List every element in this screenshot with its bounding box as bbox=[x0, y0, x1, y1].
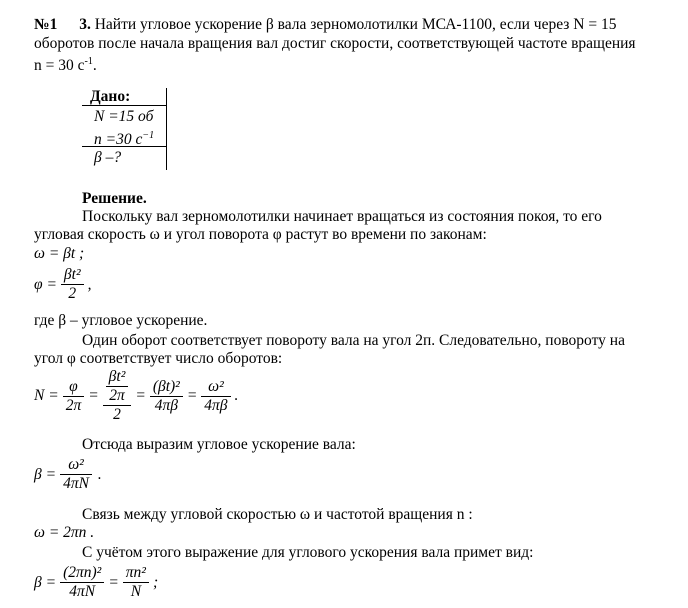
given-find: β –? bbox=[94, 149, 122, 166]
equation-N-f1-denominator: 2π bbox=[65, 396, 82, 414]
equals-sign-final: = bbox=[108, 573, 119, 591]
equation-N-f2-inner-numerator: βt² bbox=[106, 368, 129, 387]
given-item-n-sup: −1 bbox=[142, 130, 155, 141]
paragraph-4: Связь между угловой скоростью ω и частотой вращения n : bbox=[82, 506, 473, 523]
equation-beta-final-f1-denominator: 4πN bbox=[69, 583, 96, 600]
equation-beta-lhs: β = bbox=[34, 465, 57, 483]
task-number: 3. bbox=[79, 16, 91, 33]
equation-beta-final-f1-numerator: (2πn)² bbox=[60, 564, 104, 583]
equation-beta-denominator: 4πN bbox=[63, 475, 89, 492]
equation-N-f3-denominator: 4πβ bbox=[154, 396, 178, 414]
equation-N-fraction-1 bbox=[63, 378, 85, 415]
equals-sign-2: = bbox=[135, 387, 146, 404]
problem-line-1: Найти угловое ускорение β вала зерномолотилки МСА-1100, если через N = 15 bbox=[94, 16, 617, 33]
paragraph-3: Отсюда выразим угловое ускорение вала: bbox=[82, 436, 356, 453]
equation-N-fraction-4 bbox=[201, 378, 230, 415]
problem-line-3-sup: -1 bbox=[84, 56, 93, 67]
equation-N-f2-denominator: 2 bbox=[113, 406, 121, 423]
problem-line-3-text: n = 30 с bbox=[34, 57, 85, 75]
equation-beta-final-f2-denominator: N bbox=[130, 583, 142, 600]
paragraph-2-line-1: Один оборот соответствует повороту вала на угол 2п. Следовательно, повороту на bbox=[82, 332, 625, 349]
equation-omega-n: ω = 2πn . bbox=[34, 524, 95, 541]
equation-phi-lhs: φ = bbox=[34, 275, 57, 293]
paragraph-2-line-2: угол φ соответствует число оборотов: bbox=[34, 350, 283, 367]
paragraph-1-line-2: угловая скорость ω и угол поворота φ растут во времени по законам: bbox=[34, 226, 487, 243]
given-item-N: N =15 об bbox=[94, 108, 154, 125]
where-line: где β – угловое ускорение. bbox=[34, 312, 208, 329]
equation-beta-fraction bbox=[60, 456, 92, 493]
equation-N-fraction-3 bbox=[150, 378, 183, 415]
paragraph-5: С учётом этого выражение для углового ускорения вала примет вид: bbox=[82, 544, 534, 561]
equation-beta-final bbox=[34, 564, 158, 601]
equals-sign-1: = bbox=[88, 387, 99, 404]
equation-beta-numerator: ω² bbox=[60, 456, 92, 475]
equation-N-f1-numerator: φ bbox=[63, 378, 85, 397]
solution-title: Решение. bbox=[82, 190, 147, 207]
given-item-n-text: n =30 с bbox=[94, 131, 143, 149]
equation-phi-denominator: 2 bbox=[68, 285, 77, 302]
given-block bbox=[82, 88, 172, 170]
equation-beta-final-end: ; bbox=[152, 573, 159, 591]
problem-line-3 bbox=[34, 53, 97, 75]
equation-phi bbox=[34, 266, 91, 303]
equation-N-f2-numerator bbox=[103, 368, 132, 406]
given-vertical-line bbox=[166, 88, 167, 170]
given-item-n bbox=[94, 127, 154, 149]
problem-line-2: оборотов после начала вращения вал достиг скорости, соответствующей частоте вращения bbox=[34, 35, 636, 52]
equation-N-f4-numerator: ω² bbox=[201, 378, 230, 397]
equation-beta-final-fraction-1 bbox=[60, 564, 104, 601]
equation-N-fraction-2 bbox=[103, 368, 132, 424]
problem-number: №1 bbox=[34, 16, 58, 33]
equation-phi-numerator: βt² bbox=[61, 266, 84, 285]
equation-beta-final-fraction-2 bbox=[123, 564, 149, 601]
equation-N-f3-numerator: (βt)² bbox=[150, 378, 183, 397]
problem-header bbox=[34, 16, 616, 34]
equals-sign-3: = bbox=[186, 387, 198, 404]
equation-beta-final-lhs: β = bbox=[34, 573, 57, 591]
given-title: Дано: bbox=[90, 88, 131, 105]
problem-line-3-end: . bbox=[92, 57, 97, 75]
equation-phi-fraction bbox=[61, 266, 84, 303]
equation-beta-end: . bbox=[97, 465, 102, 483]
equation-N-end: . bbox=[234, 387, 239, 404]
equation-phi-end: , bbox=[87, 275, 92, 293]
paragraph-1-line-1: Поскольку вал зерномолотилки начинает вращаться из состояния покоя, то его bbox=[82, 208, 602, 225]
equation-N-lhs: N = bbox=[34, 387, 59, 404]
equation-N bbox=[34, 368, 238, 424]
equation-N-f4-denominator: 4πβ bbox=[204, 396, 228, 414]
equation-beta bbox=[34, 456, 102, 493]
equation-N-f2-inner-denominator: 2π bbox=[109, 387, 125, 404]
equation-N-f2-inner-fraction bbox=[106, 368, 129, 405]
equation-beta-final-f2-numerator: πn² bbox=[123, 564, 149, 583]
equation-omega: ω = βt ; bbox=[34, 245, 85, 262]
